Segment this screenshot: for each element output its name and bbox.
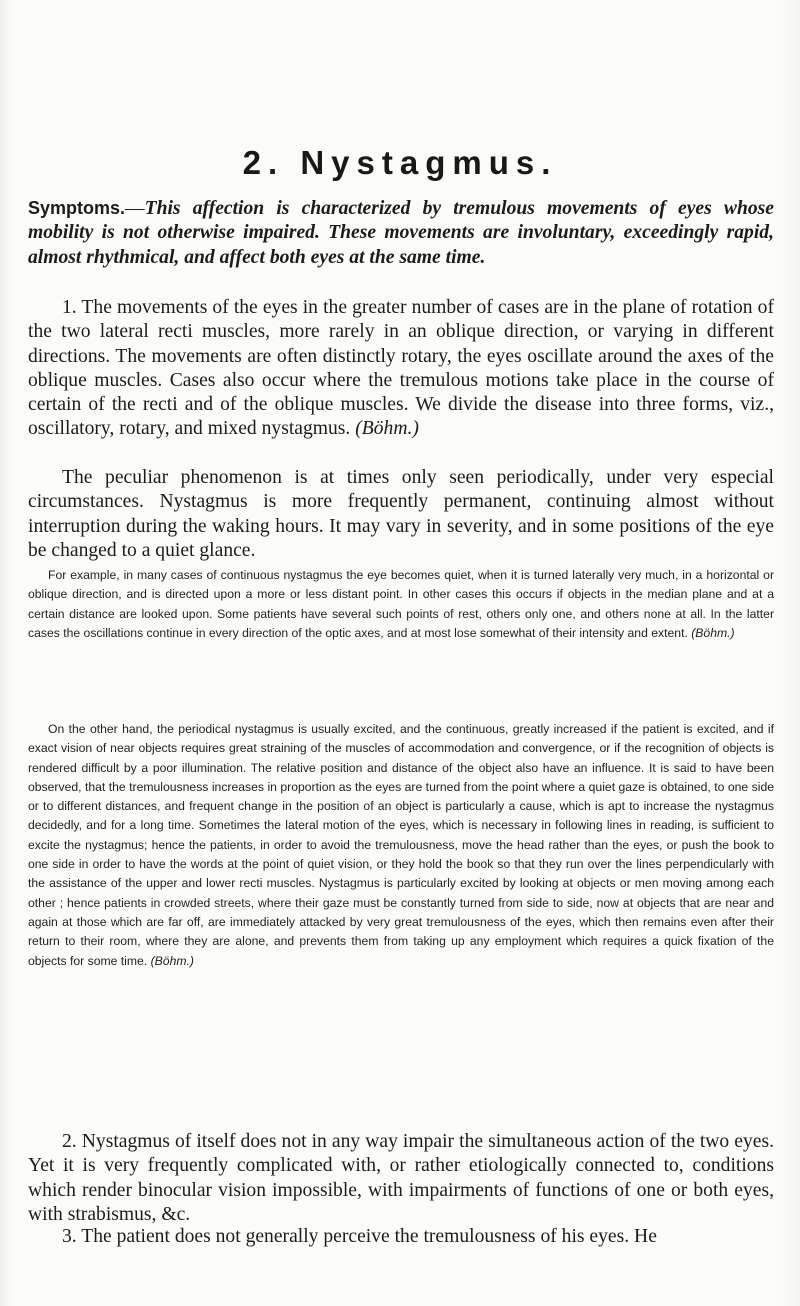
smallprint-1-citation: (Böhm.) — [691, 625, 735, 640]
symptoms-label: Symptoms. — [28, 198, 126, 218]
smallprint-2-citation: (Böhm.) — [150, 953, 194, 968]
section-1-paragraph — [28, 296, 774, 442]
smallprint-2-text: On the other hand, the periodical nystagmus is usually excited, and the continuous, greatly increased if the patient is excited, and if exact vision of near objects requires great straining of the muscles of accommodation and convergence, or if the recognition of objects is rendered difficult by a poor illumination. The relative position and distance of the object also have an influence. It is said to have been observed, that the tremulousness increases in proportion as the eyes are turned from the point where a quiet gaze is obtained, to one side or to different distances, and frequent change in the position of an object is particularly a cause, which is apt to increase the nystagmus decidedly, and for a long time. Sometimes the lateral motion of the eyes, which is necessary in following lines in reading, is sufficient to excite the nystagmus; hence the patients, in order to avoid the tremulousness, move the head rather than the eyes, or push the book to one side in order to have the words at the point of quiet vision, or they hold the book so that they run over the lines perpendicularly with the assistance of the upper and lower recti muscles. Nystagmus is particularly excited by looking at objects or men moving among each other ; hence patients in crowded streets, where their gaze must be constantly turned from side to side, now at objects that are near and again at those which are far off, are immediately attacked by very great tremulousness of the eyes, which then remains even after their return to their room, where they are alone, and prevents them from taking up any employment which requires a quick fixation of the objects for some time. — [28, 722, 774, 968]
section-2-paragraph: 2. Nystagmus of itself does not in any way impair the simultaneous action of the two eyes. Yet it is very frequently complicated with, or rather etiologically connected to, conditions which render binocular vision impossible, with impairments of functions of one or both eyes, with strabismus, &c. — [28, 1131, 774, 1225]
page-title: 2. Nystagmus. — [242, 144, 558, 181]
section-1-text: 1. The movements of the eyes in the greater number of cases are in the plane of rotation of the two lateral recti muscles, more rarely in an oblique direction, or varying in different directions. The movements are often distinctly rotary, the eyes oscillate around the axes of the oblique muscles. Cases also occur where the tremulous motions take place in the course of certain of the recti and of the oblique muscles. We divide the disease into three forms, viz., oscillatory, rotary, and mixed nystagmus. — [28, 297, 774, 440]
section-1b-paragraph: The peculiar phenomenon is at times only seen periodically, under very especial circumstances. Nystagmus is more frequently permanent, continuing almost without interruption during the waking hours. It may vary in severity, and in some positions of the eye be changed to a quiet glance. — [28, 467, 774, 561]
symptoms-paragraph — [28, 196, 774, 270]
smallprint-paragraph-2 — [28, 720, 774, 971]
section-1-citation: (Böhm.) — [355, 418, 419, 440]
symptoms-definition: This affection is characterized by tremulous movements of eyes whose mobility is not otherwise impaired. These movements are involuntary, exceedingly rapid, almost rhythmical, and affect both eyes at the same time. — [28, 198, 774, 268]
section-3-paragraph: 3. The patient does not generally perceive the tremulousness of his eyes. He — [62, 1226, 657, 1247]
smallprint-1-text: For example, in many cases of continuous nystagmus the eye becomes quiet, when it is turned laterally very much, in a horizontal or oblique direction, and is directed upon a more or less distant point. In other cases this occurs if objects in the median plane and at a certain distance are looked upon. Some patients have several such points of rest, others only one, and others none at all. In the latter cases the oscillations continue in every direction of the optic axes, and at most lose somewhat of their intensity and extent. — [28, 568, 774, 640]
smallprint-paragraph-1 — [28, 566, 774, 643]
symptoms-dash: — — [125, 198, 145, 219]
